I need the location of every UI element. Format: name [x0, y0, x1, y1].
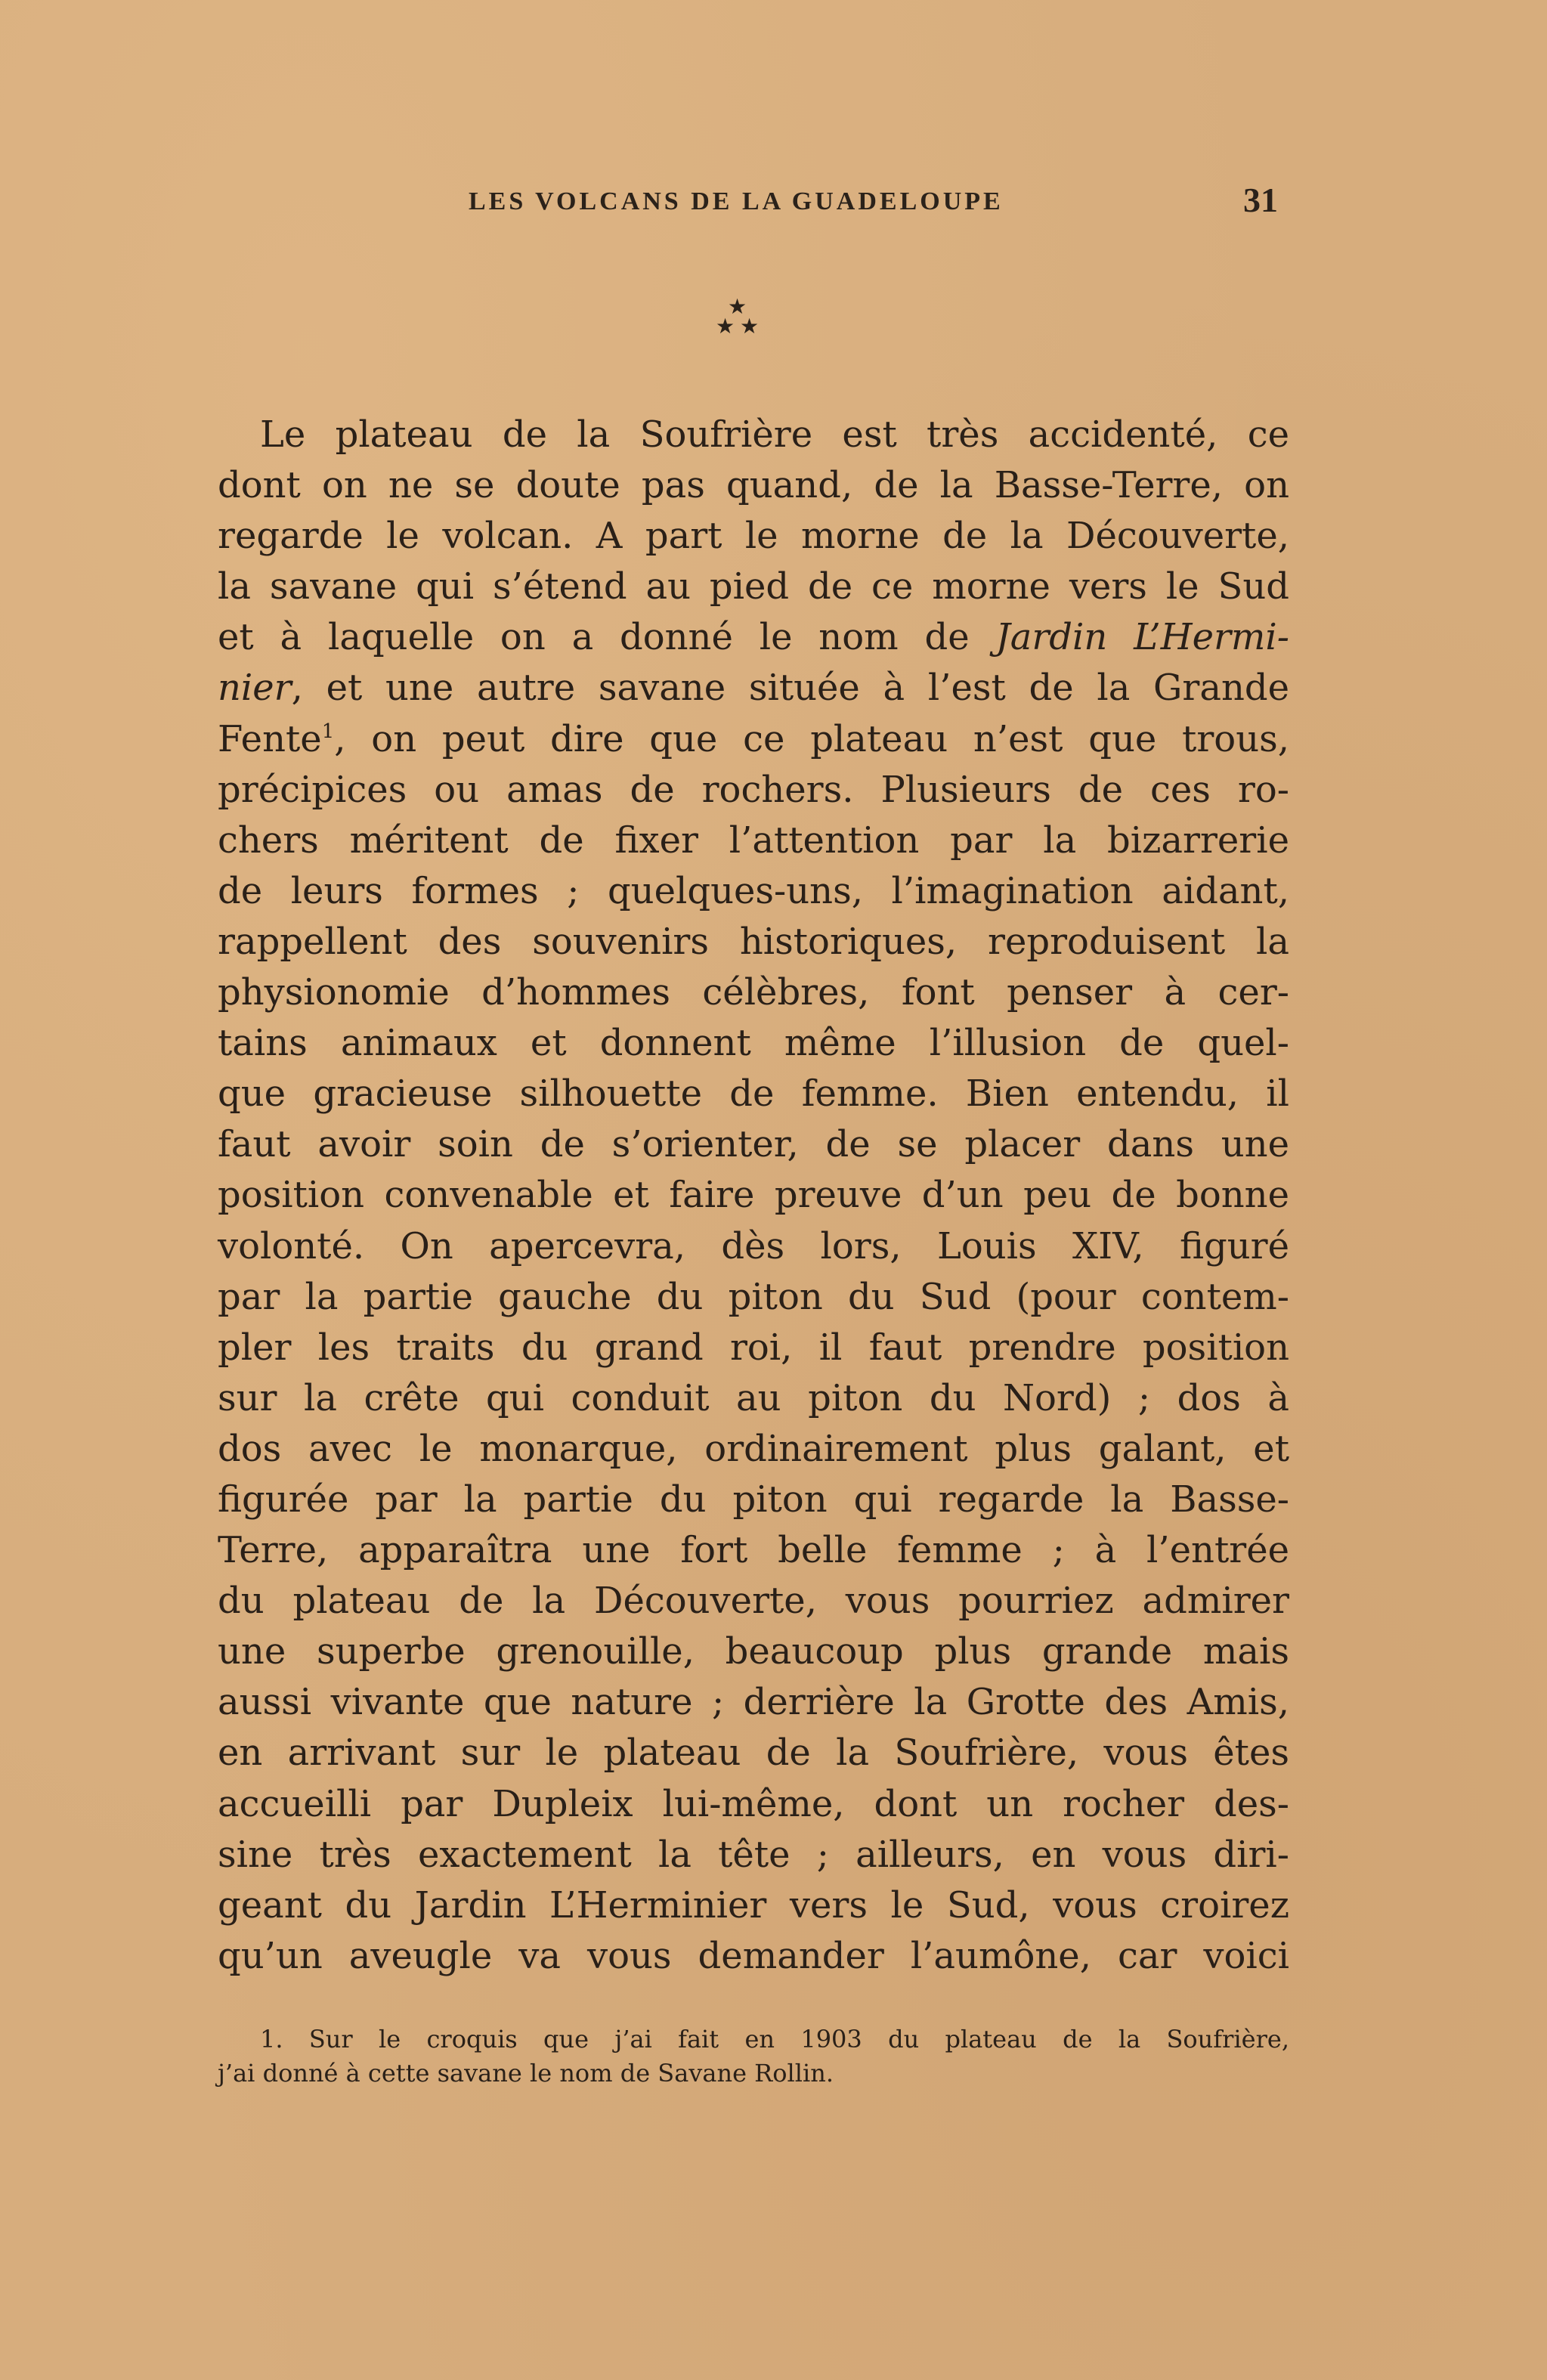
body-line: figurée par la partie du piton qui regarde la Basse-: [218, 1478, 1289, 1521]
body-text: [218, 410, 1289, 1982]
body-line: Le plateau de la Soufrière est très accidenté, ce: [260, 413, 1289, 456]
italic-place-name: Jardin L’Hermi-: [995, 616, 1290, 659]
italic-place-name-end: nier: [218, 667, 292, 710]
body-line: pler les traits du grand roi, il faut prendre position: [218, 1326, 1289, 1369]
asterism-star-right: ★: [740, 314, 760, 339]
body-line: précipices ou amas de rochers. Plusieurs de ces ro-: [218, 768, 1289, 811]
asterism-star-top: ★: [728, 294, 747, 319]
body-line: la savane qui s’étend au pied de ce morne vers le Sud: [218, 565, 1289, 608]
body-line: Terre, apparaîtra une fort belle femme ; à l’entrée: [218, 1529, 1289, 1572]
body-line: rappellent des souvenirs historiques, reproduisent la: [218, 920, 1289, 963]
body-line: nier, et une autre savane située à l’est de la Grande: [218, 667, 1289, 710]
asterism-ornament: [714, 296, 760, 349]
body-line: accueilli par Dupleix lui-même, dont un rocher des-: [218, 1782, 1289, 1825]
body-line: du plateau de la Découverte, vous pourriez admirer: [218, 1580, 1289, 1623]
body-line: que gracieuse silhouette de femme. Bien entendu, il: [218, 1072, 1289, 1116]
body-line: dont on ne se doute pas quand, de la Basse-Terre, on: [218, 464, 1289, 507]
body-line: geant du Jardin L’Herminier vers le Sud, vous croirez: [218, 1883, 1289, 1927]
footnote-line: j’ai donné à cette savane le nom de Savane Rollin.: [218, 2059, 834, 2088]
body-line: regarde le volcan. A part le morne de la Découverte,: [218, 515, 1289, 558]
body-line: physionomie d’hommes célèbres, font penser à cer-: [218, 971, 1289, 1014]
asterism-star-left: ★: [716, 314, 735, 339]
running-title: LES VOLCANS DE LA GUADELOUPE: [469, 187, 1004, 215]
body-line: chers méritent de fixer l’attention par la bizarrerie: [218, 819, 1289, 862]
body-line: aussi vivante que nature ; derrière la Grotte des Amis,: [218, 1681, 1289, 1724]
body-line: faut avoir soin de s’orienter, de se placer dans une: [218, 1123, 1289, 1166]
body-line: en arrivant sur le plateau de la Soufrière, vous êtes: [218, 1732, 1289, 1775]
body-line: et à laquelle on a donné le nom de Jardin L’Hermi-: [218, 616, 1290, 659]
body-line: Fente$^1$, on peut dire que ce plateau n’est que trous,: [218, 717, 1289, 760]
body-line: dos avec le monarque, ordinairement plus galant, et: [218, 1427, 1289, 1470]
footnotes: [218, 2023, 1289, 2091]
page-number: 31: [1243, 181, 1278, 219]
body-line: sur la crête qui conduit au piton du Nord) ; dos à: [218, 1376, 1289, 1419]
footnote-line: 1. Sur le croquis que j’ai fait en 1903 du plateau de la Soufrière,: [260, 2025, 1289, 2053]
body-line: sine très exactement la tête ; ailleurs, en vous diri-: [218, 1833, 1289, 1876]
body-line: par la partie gauche du piton du Sud (pour contem-: [218, 1275, 1289, 1318]
footnote-marker: 1: [321, 720, 335, 743]
body-line: une superbe grenouille, beaucoup plus grande mais: [218, 1630, 1289, 1673]
body-line: position convenable et faire preuve d’un peu de bonne: [218, 1174, 1289, 1217]
body-line: volonté. On apercevra, dès lors, Louis XIV, figuré: [218, 1224, 1289, 1267]
body-line: qu’un aveugle va vous demander l’aumône, car voici: [218, 1934, 1289, 1977]
body-line: tains animaux et donnent même l’illusion de quel-: [218, 1022, 1289, 1065]
body-line: de leurs formes ; quelques-uns, l’imagination aidant,: [218, 869, 1289, 912]
